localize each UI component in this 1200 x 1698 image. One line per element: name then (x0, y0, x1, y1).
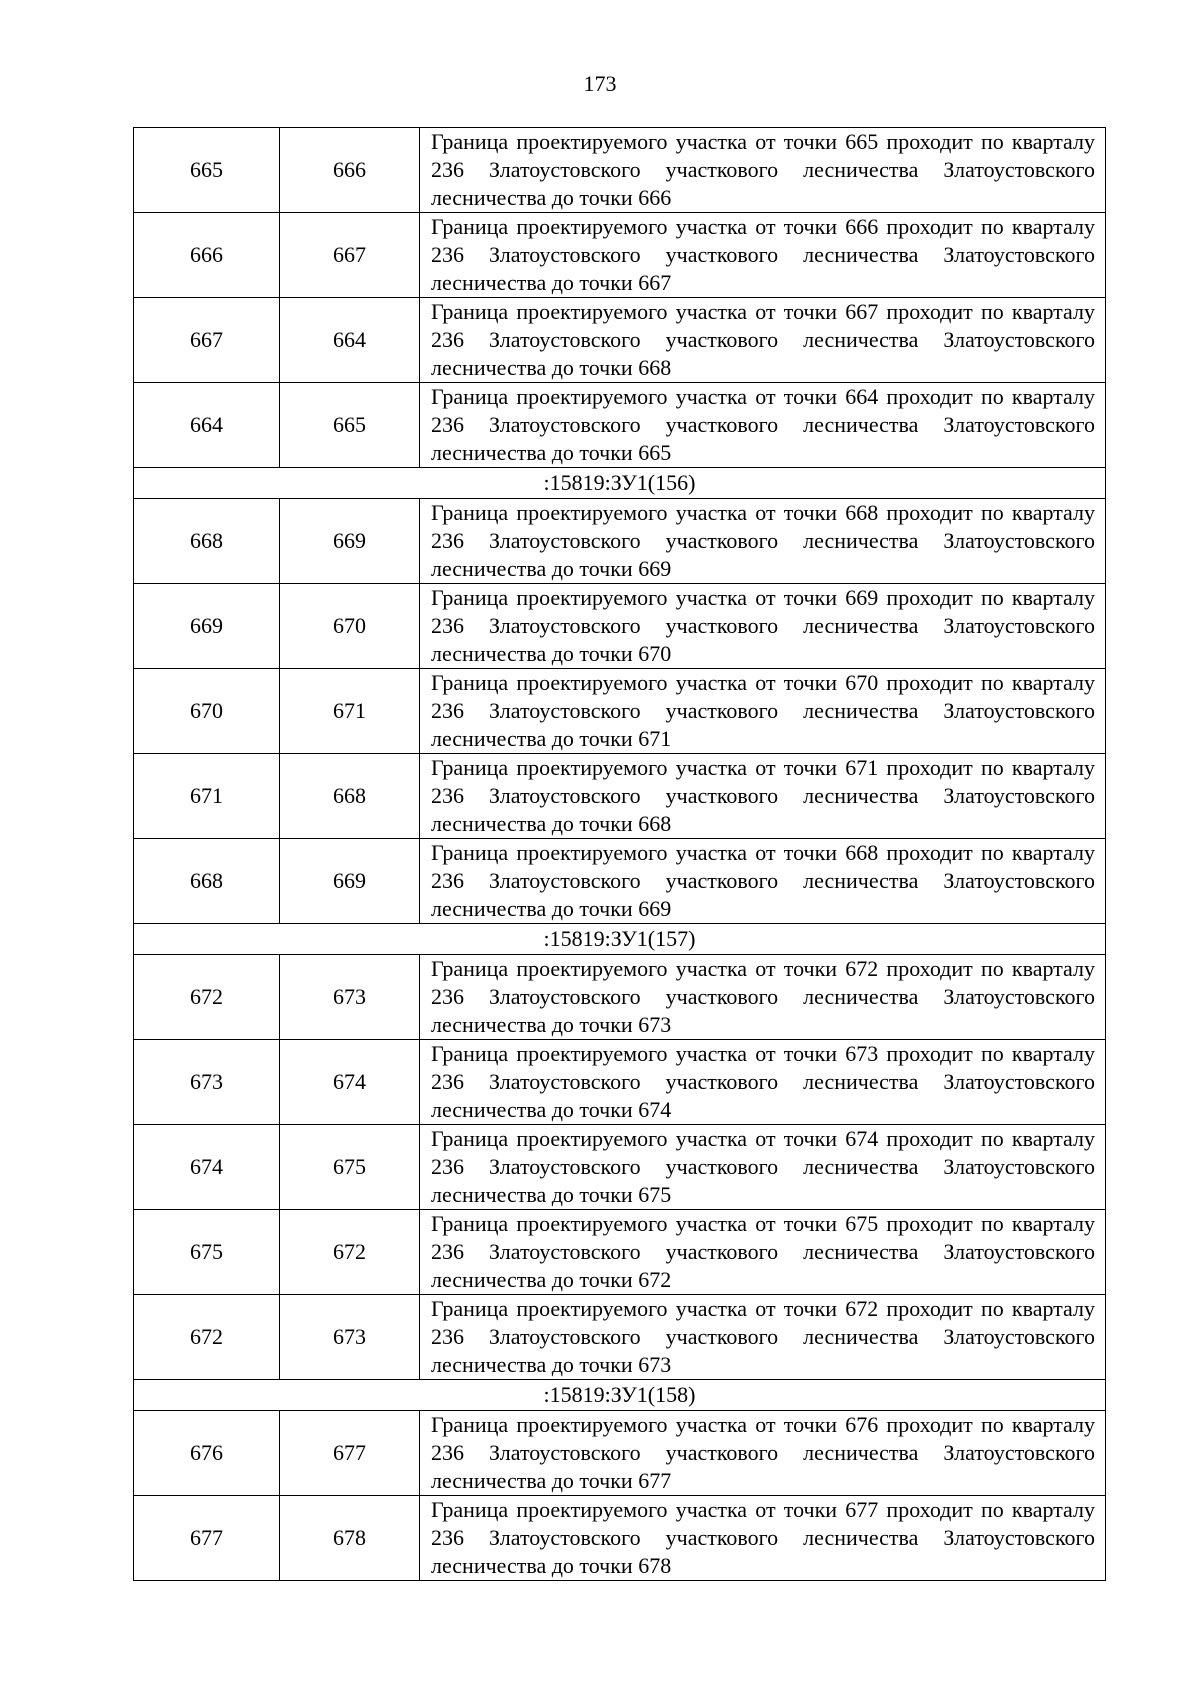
point-from: 670 (134, 669, 280, 754)
boundary-description: Граница проектируемого участка от точки 673 проходит по кварталу 236 Златоустовского участкового лесничества Златоустовского лесничества до точки 674 (420, 1040, 1106, 1125)
section-title: :15819:ЗУ1(158) (134, 1380, 1106, 1411)
point-to: 669 (280, 499, 420, 584)
table-row (134, 584, 1106, 669)
table-row (134, 1496, 1106, 1581)
point-from: 676 (134, 1411, 280, 1496)
point-to: 673 (280, 1295, 420, 1380)
point-to: 675 (280, 1125, 420, 1210)
boundary-description: Граница проектируемого участка от точки 664 проходит по кварталу 236 Златоустовского участкового лесничества Златоустовского лесничества до точки 665 (420, 383, 1106, 468)
point-to: 668 (280, 754, 420, 839)
table-row (134, 1411, 1106, 1496)
boundary-description: Граница проектируемого участка от точки 676 проходит по кварталу 236 Златоустовского участкового лесничества Златоустовского лесничества до точки 677 (420, 1411, 1106, 1496)
point-to: 665 (280, 383, 420, 468)
table-row (134, 839, 1106, 924)
point-from: 669 (134, 584, 280, 669)
boundary-description: Граница проектируемого участка от точки 677 проходит по кварталу 236 Златоустовского участкового лесничества Златоустовского лесничества до точки 678 (420, 1496, 1106, 1581)
point-from: 666 (134, 213, 280, 298)
boundary-description: Граница проектируемого участка от точки 675 проходит по кварталу 236 Златоустовского участкового лесничества Златоустовского лесничества до точки 672 (420, 1210, 1106, 1295)
point-to: 673 (280, 955, 420, 1040)
boundary-table-body (134, 128, 1106, 1581)
section-title: :15819:ЗУ1(156) (134, 468, 1106, 499)
point-from: 667 (134, 298, 280, 383)
section-header-row (134, 468, 1106, 499)
page-number: 173 (583, 71, 617, 96)
table-row (134, 298, 1106, 383)
boundary-table (133, 127, 1106, 1581)
boundary-description: Граница проектируемого участка от точки 669 проходит по кварталу 236 Златоустовского участкового лесничества Златоустовского лесничества до точки 670 (420, 584, 1106, 669)
point-from: 672 (134, 1295, 280, 1380)
point-from: 671 (134, 754, 280, 839)
point-from: 675 (134, 1210, 280, 1295)
point-from: 664 (134, 383, 280, 468)
point-to: 666 (280, 128, 420, 213)
table-row (134, 499, 1106, 584)
point-from: 668 (134, 499, 280, 584)
table-row (134, 383, 1106, 468)
section-title: :15819:ЗУ1(157) (134, 924, 1106, 955)
boundary-description: Граница проектируемого участка от точки 667 проходит по кварталу 236 Златоустовского участкового лесничества Златоустовского лесничества до точки 668 (420, 298, 1106, 383)
point-from: 677 (134, 1496, 280, 1581)
boundary-description: Граница проектируемого участка от точки 672 проходит по кварталу 236 Златоустовского участкового лесничества Златоустовского лесничества до точки 673 (420, 1295, 1106, 1380)
boundary-description: Граница проектируемого участка от точки 666 проходит по кварталу 236 Златоустовского участкового лесничества Златоустовского лесничества до точки 667 (420, 213, 1106, 298)
point-to: 671 (280, 669, 420, 754)
boundary-description: Граница проектируемого участка от точки 665 проходит по кварталу 236 Златоустовского участкового лесничества Златоустовского лесничества до точки 666 (420, 128, 1106, 213)
section-header-row (134, 924, 1106, 955)
point-to: 677 (280, 1411, 420, 1496)
point-from: 665 (134, 128, 280, 213)
boundary-description: Граница проектируемого участка от точки 672 проходит по кварталу 236 Златоустовского участкового лесничества Златоустовского лесничества до точки 673 (420, 955, 1106, 1040)
point-to: 667 (280, 213, 420, 298)
point-from: 674 (134, 1125, 280, 1210)
point-to: 664 (280, 298, 420, 383)
point-to: 670 (280, 584, 420, 669)
table-row (134, 669, 1106, 754)
table-row (134, 1125, 1106, 1210)
table-row (134, 754, 1106, 839)
point-from: 673 (134, 1040, 280, 1125)
section-header-row (134, 1380, 1106, 1411)
table-row (134, 1295, 1106, 1380)
table-row (134, 1210, 1106, 1295)
point-from: 672 (134, 955, 280, 1040)
point-to: 672 (280, 1210, 420, 1295)
point-to: 669 (280, 839, 420, 924)
table-row (134, 213, 1106, 298)
boundary-description: Граница проектируемого участка от точки 671 проходит по кварталу 236 Златоустовского участкового лесничества Златоустовского лесничества до точки 668 (420, 754, 1106, 839)
boundary-description: Граница проектируемого участка от точки 670 проходит по кварталу 236 Златоустовского участкового лесничества Златоустовского лесничества до точки 671 (420, 669, 1106, 754)
boundary-description: Граница проектируемого участка от точки 674 проходит по кварталу 236 Златоустовского участкового лесничества Златоустовского лесничества до точки 675 (420, 1125, 1106, 1210)
table-row (134, 1040, 1106, 1125)
table-row (134, 128, 1106, 213)
boundary-description: Граница проектируемого участка от точки 668 проходит по кварталу 236 Златоустовского участкового лесничества Златоустовского лесничества до точки 669 (420, 839, 1106, 924)
boundary-description: Граница проектируемого участка от точки 668 проходит по кварталу 236 Златоустовского участкового лесничества Златоустовского лесничества до точки 669 (420, 499, 1106, 584)
table-row (134, 955, 1106, 1040)
point-to: 674 (280, 1040, 420, 1125)
point-from: 668 (134, 839, 280, 924)
point-to: 678 (280, 1496, 420, 1581)
